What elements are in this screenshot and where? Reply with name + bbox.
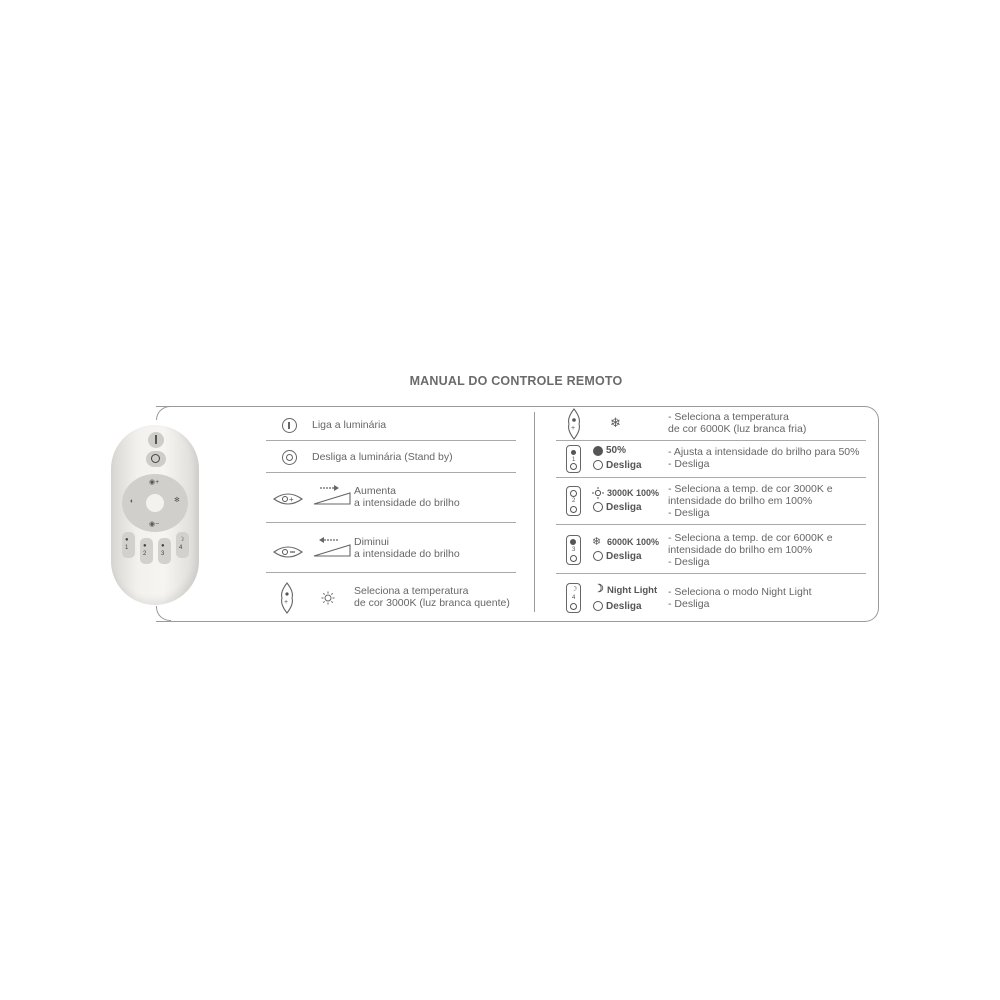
right-row-4-text-2: intensidade do brilho em 100% bbox=[668, 544, 813, 556]
right-divider-4 bbox=[556, 573, 866, 574]
remote-standby-button-icon bbox=[146, 451, 166, 467]
brightness-down-icon bbox=[272, 543, 304, 561]
cool-key-icon bbox=[566, 408, 582, 440]
decrease-ramp-icon bbox=[312, 536, 352, 558]
left-row-1-text: Liga a luminária bbox=[312, 419, 387, 431]
right-row-4-off-label: Desliga bbox=[606, 551, 642, 562]
warm-key-icon bbox=[279, 582, 295, 614]
right-row-2-off-label: Desliga bbox=[606, 460, 642, 471]
right-row-4-text-3: - Desliga bbox=[668, 556, 710, 568]
increase-ramp-icon bbox=[312, 484, 352, 506]
remote-key-1-icon: ● 1 bbox=[122, 532, 135, 558]
right-divider-1 bbox=[556, 440, 866, 441]
right-divider-3 bbox=[556, 524, 866, 525]
left-row-3-text-1: Aumenta bbox=[354, 485, 397, 497]
brightness-up-icon bbox=[272, 490, 304, 508]
right-row-5-label: Night Light bbox=[607, 585, 658, 596]
moon-icon: ☽ bbox=[594, 583, 604, 595]
left-row-4-text-1: Diminui bbox=[354, 536, 390, 548]
off-circle-icon bbox=[593, 551, 603, 561]
left-row-2-text: Desliga a luminária (Stand by) bbox=[312, 451, 453, 463]
right-row-2-text-1: - Ajusta a intensidade do brilho para 50% bbox=[668, 446, 860, 458]
center-divider bbox=[534, 412, 535, 612]
right-divider-2 bbox=[556, 477, 866, 478]
right-row-5-text-2: - Desliga bbox=[668, 598, 710, 610]
right-row-3-off-label: Desliga bbox=[606, 502, 642, 513]
manual-title: MANUAL DO CONTROLE REMOTO bbox=[409, 374, 623, 388]
remote-key-4-icon: ☽ 4 bbox=[176, 532, 189, 558]
left-row-3-text-2: a intensidade do brilho bbox=[354, 497, 460, 509]
remote-key-3-icon: ● 3 bbox=[158, 538, 171, 564]
remote-power-button-icon bbox=[148, 432, 164, 448]
right-row-4-text-1: - Seleciona a temp. de cor 6000K e bbox=[668, 532, 833, 544]
power-on-icon bbox=[282, 418, 297, 433]
right-row-1-text-2: de cor 6000K (luz branca fria) bbox=[668, 423, 807, 435]
right-row-5-text-1: - Seleciona o modo Night Light bbox=[668, 586, 812, 598]
key-3-icon: 3 bbox=[566, 535, 581, 565]
snowflake-small-icon: ❄ bbox=[592, 536, 602, 548]
right-row-3-text-3: - Desliga bbox=[668, 507, 710, 519]
left-row-4-text-2: a intensidade do brilho bbox=[354, 548, 460, 560]
sun-icon bbox=[592, 487, 604, 499]
key-1-icon: 1 bbox=[566, 445, 581, 473]
right-row-5-off-label: Desliga bbox=[606, 601, 642, 612]
remote-dpad-icon: ◉+ ◉− ◐ ✻ bbox=[122, 474, 188, 532]
right-row-2-text-2: - Desliga bbox=[668, 458, 710, 470]
standby-icon bbox=[282, 450, 297, 465]
left-divider-2 bbox=[266, 472, 516, 473]
remote-key-2-icon: ● 2 bbox=[140, 538, 153, 564]
left-divider-4 bbox=[266, 572, 516, 573]
right-row-1-text-1: - Seleciona a temperatura bbox=[668, 411, 789, 423]
svg-text:+: + bbox=[289, 495, 294, 504]
key-2-icon: 2 bbox=[566, 486, 581, 516]
left-divider-3 bbox=[266, 522, 516, 523]
snowflake-icon: ❄ bbox=[610, 415, 621, 430]
warm-sun-icon bbox=[321, 591, 335, 605]
off-circle-icon bbox=[593, 502, 603, 512]
right-row-4-label: 6000K 100% bbox=[607, 537, 660, 547]
left-row-5-text-2: de cor 3000K (luz branca quente) bbox=[354, 597, 510, 609]
left-divider-1 bbox=[266, 440, 516, 441]
left-row-5-text-1: Seleciona a temperatura bbox=[354, 585, 469, 597]
key-4-icon: ☽ 4 bbox=[566, 583, 581, 613]
off-circle-icon bbox=[593, 460, 603, 470]
off-circle-icon bbox=[593, 601, 603, 611]
half-brightness-icon bbox=[593, 446, 603, 456]
svg-text:+: + bbox=[284, 599, 289, 606]
right-row-3-text-2: intensidade do brilho em 100% bbox=[668, 495, 813, 507]
right-row-2-label: 50% bbox=[606, 445, 627, 456]
right-row-3-text-1: - Seleciona a temp. de cor 3000K e bbox=[668, 483, 833, 495]
svg-text:+: + bbox=[571, 425, 576, 432]
right-row-3-label: 3000K 100% bbox=[607, 488, 660, 498]
